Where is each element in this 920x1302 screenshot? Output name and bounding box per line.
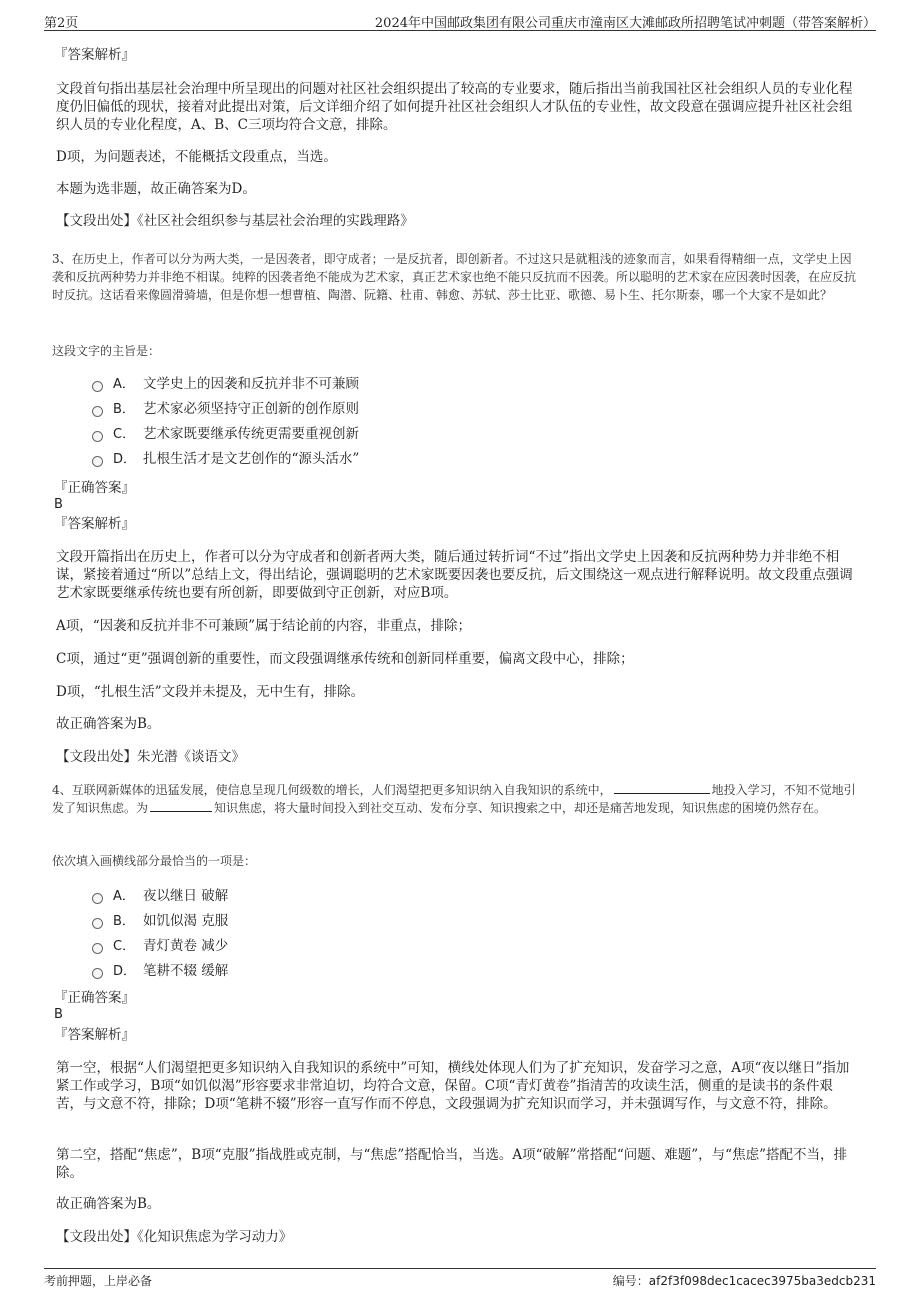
page-number: 第2页	[44, 16, 79, 31]
radio-icon[interactable]	[92, 918, 103, 929]
q4-option-b[interactable]: B． 如饥似渴 克服	[92, 912, 228, 931]
radio-icon[interactable]	[92, 381, 103, 392]
q3-analysis-paragraph: C项，通过“更”强调创新的重要性，而文段强调继承传统和创新同样重要，偏离文段中心，排除；	[56, 651, 634, 667]
q4-source: 【文段出处】《化知识焦虑为学习动力》	[56, 1229, 293, 1245]
q3-source: 【文段出处】朱光潜《谈语文》	[56, 749, 245, 765]
q2-analysis-paragraph: D项，为问题表述，不能概括文段重点，当选。	[56, 149, 337, 165]
q4-option-c[interactable]: C． 青灯黄卷 减少	[92, 937, 228, 956]
q3-stem: 3、在历史上，作者可以分为两大类，一是因袭者，即守成者；一是反抗者，即创新者。不过这只是就粗浅的迹象而言，如果看得精细一点，文学史上因袭和反抗两种势力并非绝不相谋。纯粹的因袭者绝不能成为艺术家，真正艺术家也绝不能只反抗而不因袭。所以聪明的艺术家在应因袭时因袭，在应反抗时反抗。这话看来像圆滑骑墙，但是你想一想曹植、陶潜、阮籍、杜甫、韩愈、苏轼、莎士比亚、歌德、易卜生、托尔斯泰，哪一个大家不是如此？	[52, 252, 857, 302]
q4-analysis-heading: 『答案解析』	[54, 1027, 135, 1043]
q4-correct-heading: 『正确答案』	[54, 990, 135, 1006]
q4-answer: B	[54, 1007, 63, 1022]
radio-icon[interactable]	[92, 943, 103, 954]
footer-divider	[44, 1268, 876, 1269]
q3-answer: B	[54, 497, 63, 512]
q2-analysis-paragraph: 文段首句指出基层社会治理中所呈现出的问题对社区社会组织提出了较高的专业要求，随后指出当前我国社区社会组织人员的专业化程度仍旧偏低的现状，接着对此提出对策，后文详细介绍了如何提升社区社会组织人才队伍的专业性，故文段意在强调应提升社区社会组织人员的专业化程度，A、B、C三项均符合文意，排除。	[56, 81, 853, 133]
radio-icon[interactable]	[92, 893, 103, 904]
q3-option-b[interactable]: B． 艺术家必须坚持守正创新的创作原则	[92, 400, 359, 419]
fill-blank-2[interactable]	[150, 799, 212, 812]
page-header	[0, 0, 920, 32]
document-code: 编号：af2f3f098dec1cacec3975ba3edcb231	[612, 1274, 876, 1288]
radio-icon[interactable]	[92, 406, 103, 417]
q2-source: 【文段出处】《社区社会组织参与基层社会治理的实践理路》	[56, 213, 414, 229]
q4-option-a[interactable]: A． 夜以继日 破解	[92, 887, 228, 906]
q3-analysis-paragraph: 故正确答案为B。	[56, 716, 161, 732]
q4-option-d[interactable]: D． 笔耕不辍 缓解	[92, 962, 228, 981]
q3-analysis-paragraph: D项，“扎根生活”文段并未提及，无中生有，排除。	[56, 684, 365, 700]
q3-analysis-heading: 『答案解析』	[54, 516, 135, 532]
q3-option-a[interactable]: A． 文学史上的因袭和反抗并非不可兼顾	[92, 375, 359, 394]
q4-prompt: 依次填入画横线部分最恰当的一项是：	[52, 854, 257, 868]
q4-analysis-paragraph: 第一空，根据“人们渴望把更多知识纳入自我知识的系统中”可知，横线处体现人们为了扩充知识，发奋学习之意，A项“夜以继日”指加紧工作或学习，B项“如饥似渴”形容要求非常迫切，均符合文意，保留。C项“青灯黄卷”指清苦的攻读生活，侧重的是读书的条件艰苦，与文意不符，排除；D项“笔耕不辍”形容一直写作而不停息，文段强调为扩充知识而学习，并未强调写作，与文意不符，排除。	[56, 1060, 850, 1112]
q3-correct-heading: 『正确答案』	[54, 480, 135, 496]
footer-slogan: 考前押题，上岸必备	[44, 1274, 153, 1288]
q4-analysis-paragraph: 故正确答案为B。	[56, 1196, 161, 1212]
q3-prompt: 这段文字的主旨是：	[52, 344, 161, 358]
q4-analysis-paragraph: 第二空，搭配“焦虑”，B项“克服”指战胜或克制，与“焦虑”搭配恰当，当选。A项“破解”常搭配“问题、难题”，与“焦虑”搭配不当，排除。	[56, 1147, 847, 1181]
q3-option-c[interactable]: C． 艺术家既要继承传统更需要重视创新	[92, 425, 359, 444]
q2-analysis-heading: 『答案解析』	[54, 47, 135, 63]
q3-analysis-paragraph: A项，“因袭和反抗并非不可兼顾”属于结论前的内容，非重点，排除；	[56, 618, 472, 634]
fill-blank-1[interactable]	[614, 781, 710, 794]
document-title: 2024年中国邮政集团有限公司重庆市潼南区大滩邮政所招聘笔试冲刺题（带答案解析）	[374, 16, 876, 31]
radio-icon[interactable]	[92, 456, 103, 467]
radio-icon[interactable]	[92, 968, 103, 979]
q2-analysis-paragraph: 本题为选非题，故正确答案为D。	[56, 181, 256, 197]
q3-option-d[interactable]: D． 扎根生活才是文艺创作的“源头活水”	[92, 450, 359, 469]
radio-icon[interactable]	[92, 431, 103, 442]
q4-stem: 4、互联网新媒体的迅猛发展，使信息呈现几何级数的增长，人们渴望把更多知识纳入自我知识的系统中， 地投入学习，不知不觉地引发了知识焦虑。为 知识焦虑，将大量时间投入到社交互动、发布分享、知识搜索之中，却还是痛苦地发现，知识焦虑的困境仍然存在。	[52, 783, 856, 815]
header-divider	[44, 30, 876, 31]
q3-analysis-paragraph: 文段开篇指出在历史上，作者可以分为守成者和创新者两大类，随后通过转折词“不过”指出文学史上因袭和反抗两种势力并非绝不相谋，紧接着通过“所以”总结上文，得出结论，强调聪明的艺术家既要因袭也要反抗，后文围绕这一观点进行解释说明。故文段重点强调艺术家既要继承传统也要有所创新，即要做到守正创新，对应B项。	[56, 549, 853, 601]
